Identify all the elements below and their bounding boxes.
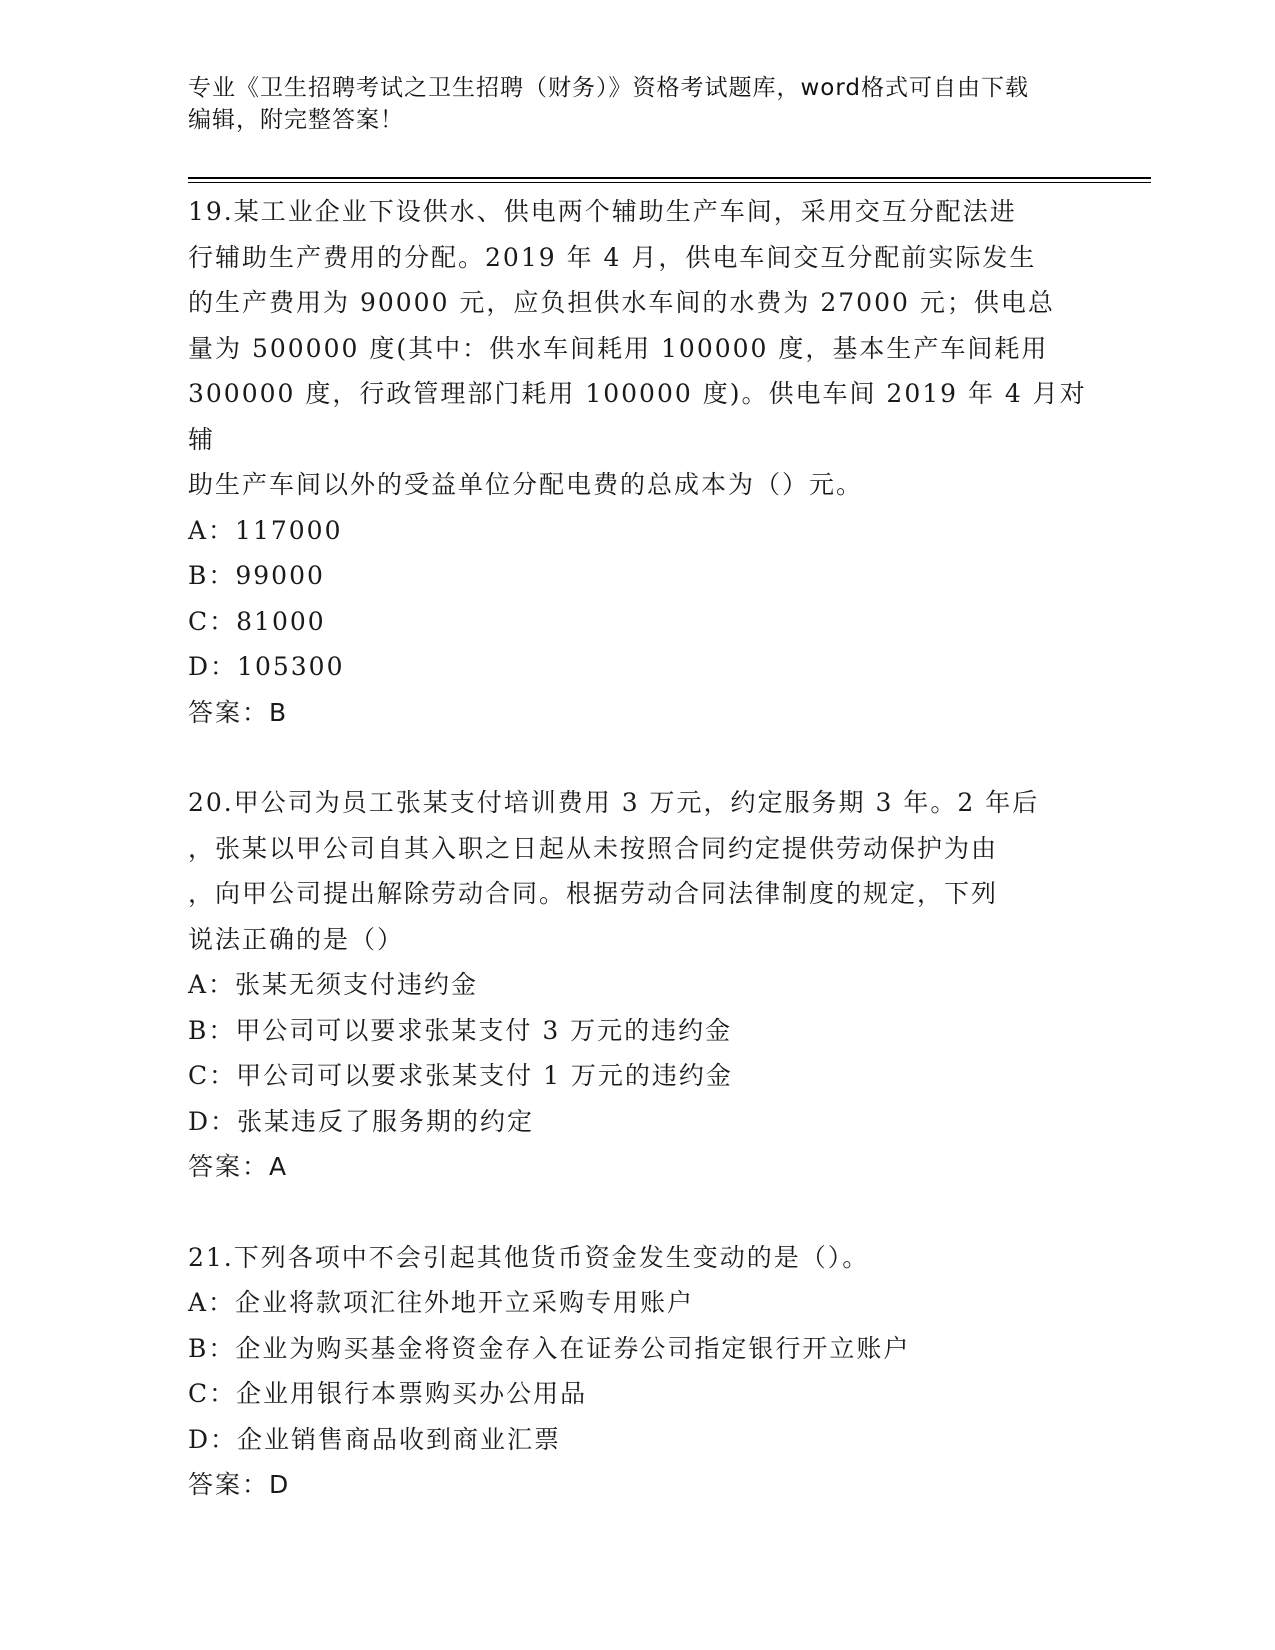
question-spacer [188,735,1088,780]
question-text-line: ，向甲公司提出解除劳动合同。根据劳动合同法律制度的规定，下列 [188,879,999,908]
answer-label: 答案：D [188,1470,291,1499]
question-text-line: 量为 500000 度(其中：供水车间耗用 100000 度，基本生产车间耗用 [188,333,1049,363]
option-a: A：企业将款项汇往外地开立采购专用账户 [188,1288,695,1317]
header-divider [188,177,1151,179]
option-c: C：81000 [188,606,326,636]
question-19 [188,189,1088,735]
option-a: A：张某无须支付违约金 [188,970,479,999]
question-text-line: 20.甲公司为员工张某支付培训费用 3 万元，约定服务期 3 年。2 年后 [188,788,1040,817]
question-text-line: 说法正确的是（） [188,924,405,954]
question-20 [188,780,1088,1190]
question-21 [188,1235,1088,1508]
option-b: B：99000 [188,561,325,590]
answer-label: 答案：A [188,1152,289,1181]
header-line-1: 专业《卫生招聘考试之卫生招聘（财务）》资格考试题库，word格式可自由下载 [188,75,1030,101]
question-text-line: 300000 度，行政管理部门耗用 100000 度)。供电车间 2019 年 4 月对辅 [188,379,1087,454]
document-header [188,72,1088,136]
question-text-line: 19.某工业企业下设供水、供电两个辅助生产车间，采用交互分配法进 [188,197,1017,226]
option-b: B：企业为购买基金将资金存入在证券公司指定银行开立账户 [188,1333,911,1363]
question-text-line: ，张某以甲公司自其入职之日起从未按照合同约定提供劳动保护为由 [188,833,999,863]
option-b: B：甲公司可以要求张某支付 3 万元的违约金 [188,1015,733,1045]
option-a: A：117000 [188,515,343,545]
answer-label: 答案：B [188,697,289,727]
header-divider-thin [188,182,1151,183]
question-text-line: 助生产车间以外的受益单位分配电费的总成本为（）元。 [188,470,864,499]
question-text-line: 的生产费用为 90000 元，应负担供水车间的水费为 27000 元；供电总 [188,288,1055,317]
header-line-2: 编辑，附完整答案！ [188,107,404,133]
question-text-line: 21.下列各项中不会引起其他货币资金发生变动的是（）。 [188,1242,870,1272]
option-c: C：企业用银行本票购买办公用品 [188,1379,588,1408]
question-text-line: 行辅助生产费用的分配。2019 年 4 月，供电车间交互分配前实际发生 [188,242,1037,272]
option-d: D：张某违反了服务期的约定 [188,1106,535,1136]
question-list [188,189,1088,1508]
question-spacer [188,1190,1088,1235]
option-d: D：企业销售商品收到商业汇票 [188,1424,562,1454]
option-d: D：105300 [188,652,345,681]
option-c: C：甲公司可以要求张某支付 1 万元的违约金 [188,1061,733,1090]
